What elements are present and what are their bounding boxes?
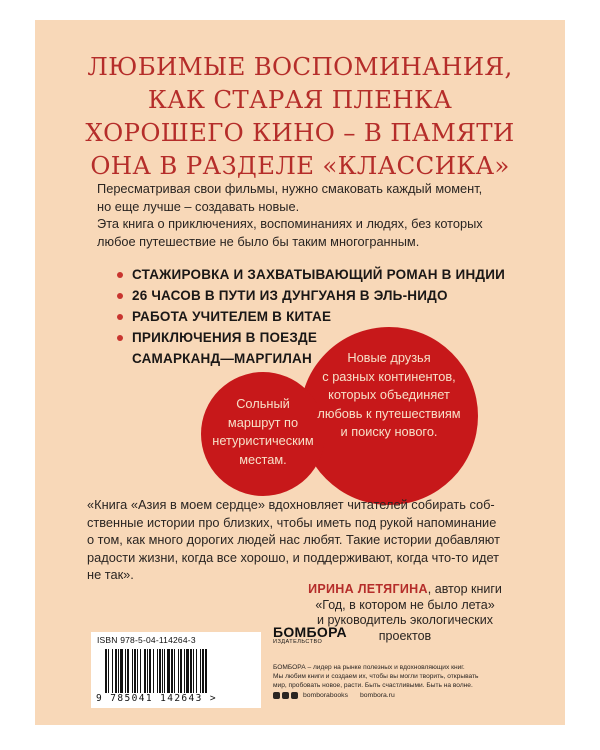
facebook-icon: [273, 692, 280, 699]
list-item-text: 26 ЧАСОВ В ПУТИ ИЗ ДУНГУАНЯ В ЭЛЬ-НИДО: [132, 288, 448, 303]
circle-text-line: которых объединяет: [328, 387, 450, 402]
small-circle-text: [201, 395, 325, 469]
author-name-line: [285, 582, 525, 598]
circle-text-line: местам.: [239, 451, 287, 467]
headline-line: ЛЮБИМЫЕ ВОСПОМИНАНИЯ,: [87, 52, 513, 81]
list-item: [117, 264, 505, 285]
vk-icon: [282, 692, 289, 699]
review-quote: [87, 496, 527, 584]
blurb-line: БОМБОРА – лидер на рынке полезных и вдохновляющих книг.: [273, 664, 465, 671]
large-circle-text: [300, 349, 478, 442]
circle-text-line: и поиску нового.: [340, 424, 438, 439]
author-name: ИРИНА ЛЕТЯГИНА: [308, 582, 428, 596]
headline: [35, 50, 565, 182]
instagram-icon: [291, 692, 298, 699]
publisher-brand: БОМБОРА: [273, 624, 347, 640]
publisher-blurb: [273, 663, 478, 690]
author-detail-line: проектов: [378, 628, 432, 643]
intro-line: любое путешествие не было бы таким многогранным.: [97, 233, 420, 249]
back-cover: [35, 20, 565, 725]
intro-paragraph: [97, 180, 517, 250]
blurb-line: мир, пробовать новое, расти. Быть счастливыми. Быть на волне.: [273, 682, 473, 689]
publisher-subtitle: ИЗДАТЕЛЬСТВО: [273, 639, 323, 645]
blurb-line: Мы любим книги и создаем их, чтобы вы могли творить, открывать: [273, 673, 479, 680]
headline-line: ХОРОШЕГО КИНО – В ПАМЯТИ: [85, 118, 515, 147]
headline-line: ОНА В РАЗДЕЛЕ «КЛАССИКА»: [90, 151, 510, 180]
intro-line: Эта книга о приключениях, воспоминаниях и людях, без которых: [97, 216, 483, 231]
barcode-digits: 9 785041 142643 >: [96, 693, 218, 704]
publisher-social: [273, 692, 395, 699]
circle-text-line: Сольный: [236, 396, 290, 411]
list-item-text: ПРИКЛЮЧЕНИЯ В ПОЕЗДЕ: [132, 330, 318, 345]
author-role: , автор книги: [427, 582, 502, 596]
bullet-dot-icon: [117, 293, 123, 299]
list-item: [117, 285, 505, 306]
circle-text-line: с разных континентов,: [322, 368, 456, 384]
author-detail-line: «Год, в котором не было лета»: [315, 597, 495, 612]
intro-line: Пересматривая свои фильмы, нужно смаковать каждый момент,: [97, 181, 483, 196]
quote-line: «Книга «Азия в моем сердце» вдохновляет читателей собирать соб-: [87, 497, 495, 512]
quote-line: не так».: [87, 567, 134, 582]
social-handle: bomborabooks: [303, 692, 348, 699]
bullet-dot-icon: [117, 314, 123, 320]
circle-text-line: маршрут по: [227, 414, 299, 430]
list-item: [117, 306, 505, 327]
isbn-number: ISBN 978-5-04-114264-3: [97, 635, 196, 645]
circle-text-line: Новые друзья: [347, 350, 431, 365]
website-link: bombora.ru: [359, 692, 395, 699]
barcode-bars: [105, 649, 251, 693]
circle-text-line: любовь к путешествиям: [317, 405, 461, 421]
bullet-dot-icon: [117, 272, 123, 278]
headline-line: КАК СТАРАЯ ПЛЕНКА: [147, 85, 453, 114]
list-item-text: СТАЖИРОВКА И ЗАХВАТЫВАЮЩИЙ РОМАН В ИНДИИ: [132, 267, 506, 282]
quote-line: ственные истории про близких, чтобы иметь под рукой напоминание: [87, 514, 497, 530]
intro-line: но еще лучше – создавать новые.: [97, 198, 300, 214]
quote-line: радости жизни, когда все хорошо, и поддерживают, когда что-то идет: [87, 549, 499, 565]
circle-text-line: нетуристическим: [212, 433, 314, 448]
list-item-text: РАБОТА УЧИТЕЛЕМ В КИТАЕ: [132, 309, 332, 324]
bullet-dot-icon: [117, 335, 123, 341]
publisher-logo: [273, 624, 347, 645]
author-detail-line: и руководитель экологических: [317, 613, 493, 627]
quote-line: о том, как много дорогих людей нас любят. Такие истории добавляют: [87, 532, 500, 547]
list-item-text-continued: САМАРКАНД—МАРГИЛАН: [132, 351, 312, 366]
isbn-barcode: [91, 632, 261, 708]
